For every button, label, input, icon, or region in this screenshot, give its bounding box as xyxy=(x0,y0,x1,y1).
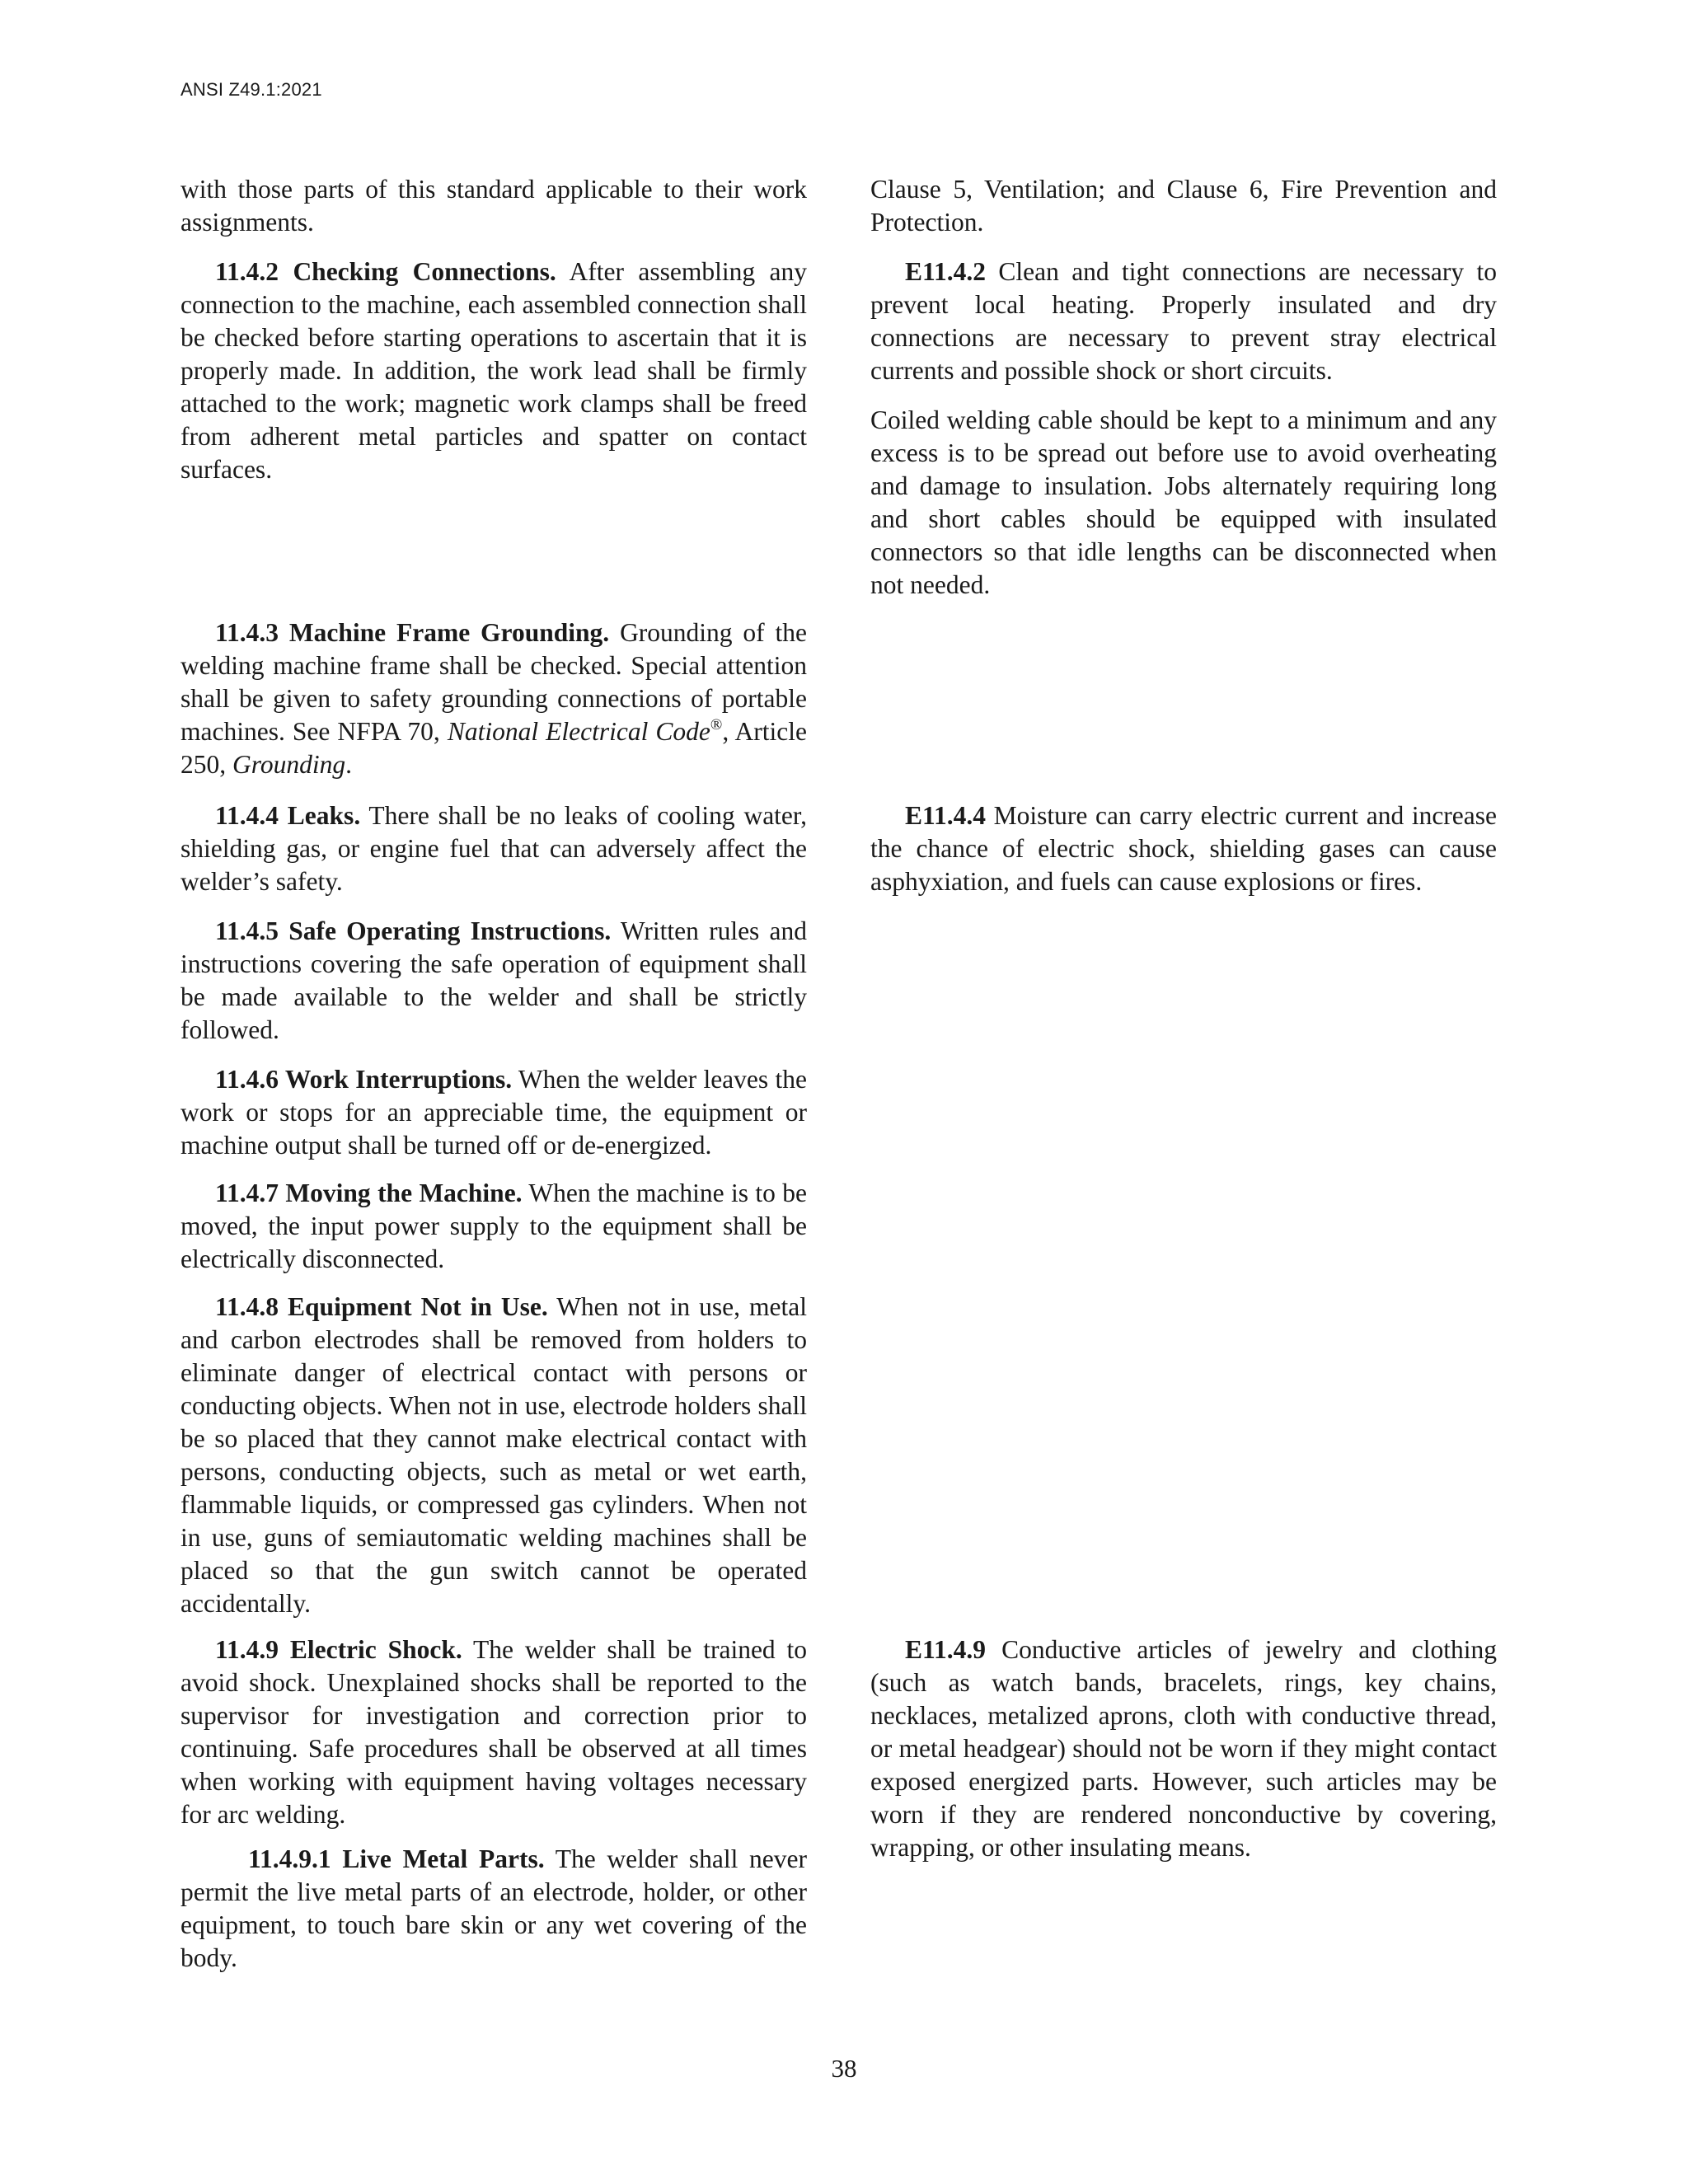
section-body: After assembling any connection to the machine, each assembled connection shall be checked before starting operations to ascertain that it is properly made. In addition, the work lead shall be firmly attached to the work; magnetic work clamps shall be freed from adherent metal particles and spatter on contact surfaces. xyxy=(181,257,807,484)
explanation-e11-4-2 xyxy=(870,255,1497,387)
section-title: 11.4.9.1 Live Metal Parts. xyxy=(248,1844,545,1873)
left-column xyxy=(181,173,807,239)
section-11-4-4 xyxy=(181,799,807,898)
section-11-4-9-1 xyxy=(181,1843,807,1975)
section-title: 11.4.7 Moving the Machine. xyxy=(215,1179,523,1207)
reference-article: Grounding xyxy=(232,750,346,779)
explanation-body: Clean and tight connections are necessary to prevent local heating. Properly insulated and dry connections are necessary to prevent stray electrical currents and possible shock or short circuits. xyxy=(870,257,1497,385)
explanation-e11-4-4 xyxy=(870,799,1497,898)
section-title: 11.4.6 Work Interruptions. xyxy=(215,1065,513,1094)
reference-title: National Electrical Code xyxy=(447,717,710,746)
section-11-4-2 xyxy=(181,255,807,486)
section-body: The welder shall never permit the live metal parts of an electrode, holder, or other equipment, to touch bare skin or any wet covering of the body. xyxy=(181,1844,808,1972)
explanation-body: Conductive articles of jewelry and clothing (such as watch bands, bracelets, rings, key chains, necklaces, metalized aprons, cloth with conductive thread, or metal headgear) should not be worn if they might contact exposed energized parts. However, such articles may be worn if they are rendered nonconductive by covering, wrapping, or other insulating means. xyxy=(870,1635,1497,1862)
explanation-label: E11.4.2 xyxy=(905,257,987,286)
section-11-4-6 xyxy=(181,1063,807,1162)
registered-mark: ® xyxy=(710,715,723,733)
explanation-body: Coiled welding cable should be kept to a minimum and any excess is to be spread out before use to avoid overheating and damage to insulation. Jobs alternately requiring long and short cables should be equipped with insulated connectors so that idle lengths can be disconnected when not needed. xyxy=(870,405,1497,599)
section-11-4-8 xyxy=(181,1291,807,1620)
section-title: 11.4.2 Checking Connections. xyxy=(215,257,556,286)
explanation-body: Moisture can carry electric current and increase the chance of electric shock, shielding gases can cause asphyxiation, and fuels can cause explosions or fires. xyxy=(870,801,1498,896)
page-number: 38 xyxy=(831,2054,857,2083)
section-body: The welder shall be trained to avoid shock. Unexplained shocks shall be reported to the supervisor for investigation and correction prior to continuing. Safe procedures shall be observed at all times when working with equipment having voltages necessary for arc welding. xyxy=(181,1635,808,1829)
section-11-4-5 xyxy=(181,915,807,1047)
document-id-header: ANSI Z49.1:2021 xyxy=(181,79,322,100)
right-column xyxy=(870,173,1497,239)
section-title: 11.4.9 Electric Shock. xyxy=(215,1635,462,1664)
continued-paragraph: Clause 5, Ventilation; and Clause 6, Fire Prevention and Protection. xyxy=(870,175,1497,237)
section-11-4-7 xyxy=(181,1177,807,1276)
section-title: 11.4.8 Equipment Not in Use. xyxy=(215,1292,548,1321)
section-title: 11.4.3 Machine Frame Grounding. xyxy=(215,618,610,647)
explanation-label: E11.4.9 xyxy=(905,1635,987,1664)
explanation-label: E11.4.4 xyxy=(905,801,987,830)
explanation-e11-4-2-continued xyxy=(870,404,1497,602)
section-11-4-9 xyxy=(181,1633,807,1831)
section-body: When not in use, metal and carbon electrodes shall be removed from holders to eliminate danger of electrical contact with persons or conducting objects. When not in use, electrode holders shall be so placed that they cannot make electrical contact with persons, conducting objects, such as metal or wet earth, flammable liquids, or compressed gas cylinders. When not in use, guns of semiautomatic welding machines shall be placed so that the gun switch cannot be operated accidentally. xyxy=(181,1292,808,1618)
section-body: Grounding of the welding machine frame shall be checked. Special attention shall be given to safety grounding connections of portable machines. See NFPA 70, xyxy=(181,618,808,746)
section-body: There shall be no leaks of cooling water, shielding gas, or engine fuel that can adversely affect the welder’s safety. xyxy=(181,801,808,896)
explanation-e11-4-9 xyxy=(870,1633,1497,1864)
section-body: When the machine is to be moved, the input power supply to the equipment shall be electrically disconnected. xyxy=(181,1179,807,1273)
section-body: When the welder leaves the work or stops for an appreciable time, the equipment or machine output shall be turned off or de-energized. xyxy=(181,1065,807,1160)
section-title: 11.4.5 Safe Operating Instructions. xyxy=(215,916,612,945)
section-title: 11.4.4 Leaks. xyxy=(215,801,361,830)
section-body: Written rules and instructions covering the safe operation of equipment shall be made available to the welder and shall be strictly followed. xyxy=(181,916,807,1044)
section-11-4-3: 11.4.3 Machine Frame Grounding. Grounding of the welding machine frame shall be checked. Special attention shall be given to safety grounding connections of portable machines. See NFPA 70, National Electrical Code®, Article 250, Grounding. xyxy=(181,618,808,779)
continued-paragraph: with those parts of this standard applicable to their work assignments. xyxy=(181,175,807,237)
